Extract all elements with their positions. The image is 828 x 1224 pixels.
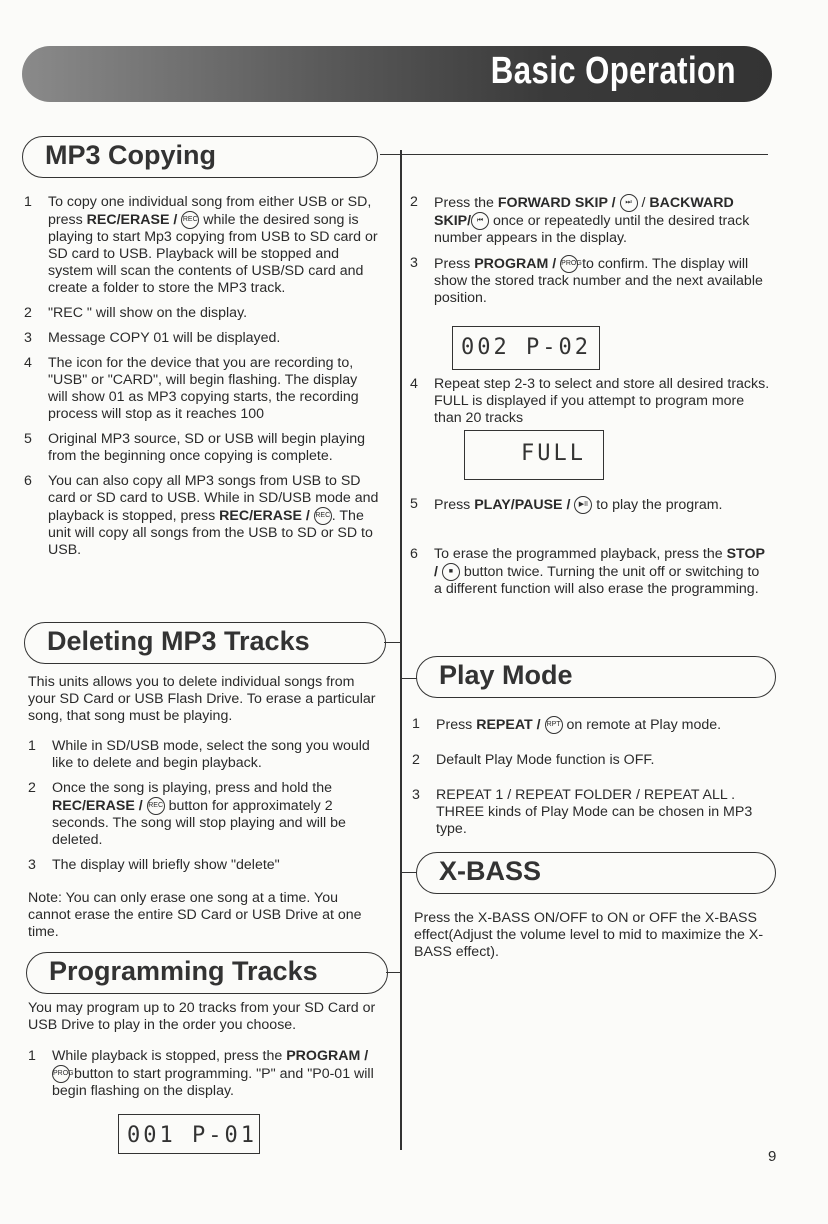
list-item: 2 Once the song is playing, press and hold the REC/ERASE / REC button for approximately 2 seconds. The song will stop playing and will be deleted. [28, 780, 346, 848]
list-item: 2 "REC " will show on the display. [24, 305, 248, 321]
section-heading-programming: Programming Tracks [26, 952, 388, 994]
xbass-text: Press the X-BASS ON/OFF to ON or OFF the X-BASS effect(Adjust the volume level to mid to maximize the X-BASS effect). [414, 910, 764, 960]
column-divider [400, 150, 402, 1150]
list-item: 6 You can also copy all MP3 songs from USB to SD card or SD card to USB. While in SD/USB mode and playback is stopped, press REC/ERASE / REC . The unit will copy all songs from the USB to SD or SD to USB. [24, 473, 379, 558]
section-heading-xbass: X-BASS [416, 852, 776, 894]
list-item: 4 The icon for the device that you are recording to, "USB" or "CARD", will begin flashing. The display will show 01 as MP3 copying starts, the recording process will stop as it reaches 100 [24, 355, 359, 422]
display-readout: 001 P-01 [118, 1114, 260, 1154]
list-item: 3 Press PROGRAM / PROG to confirm. The display will show the stored track number and the next available position. [410, 255, 763, 306]
list-item: 1 To copy one individual song from either USB or SD, press REC/ERASE / REC while the desired song is playing to start Mp3 copying from USB to SD card or SD card to USB. Playback will be stopped and system will scan the contents of USB/SD card and create a folder to store the MP3 track. [24, 194, 378, 296]
display-readout: 002 P-02 [452, 326, 600, 370]
divider [380, 154, 768, 155]
list-item: 2 Press the FORWARD SKIP / ⏭ / BACKWARD SKIP/ ⏮ once or repeatedly until the desired track number appears in the display. [410, 194, 750, 246]
mp3-copying-list [24, 194, 380, 567]
rec-erase-icon: REC [314, 507, 332, 525]
deleting-intro: This units allows you to delete individual songs from your SD Card or USB Flash Drive. To erase a particular song, that song must be playing. [28, 674, 376, 724]
section-heading-mp3-copying: MP3 Copying [22, 136, 378, 178]
program-icon: PROG [560, 255, 578, 273]
list-item: 1 While playback is stopped, press the PROGRAM / PROG button to start programming. "P" and "P0-01 will begin flashing on the display. [28, 1048, 374, 1099]
programming-intro: You may program up to 20 tracks from your SD Card or USB Drive to play in the order you choose. [28, 1000, 376, 1033]
header-banner [22, 46, 772, 102]
forward-skip-icon: ⏭ [620, 194, 638, 212]
divider [386, 972, 400, 973]
page-number: 9 [768, 1148, 777, 1165]
list-item: 1 While in SD/USB mode, select the song you would like to delete and begin playback. [28, 738, 370, 771]
programming-list-right [410, 546, 770, 606]
rec-erase-icon: REC [147, 797, 165, 815]
deleting-note: Note: You can only erase one song at a time. You cannot erase the entire SD Card or USB Drive at one time. [28, 890, 362, 940]
list-item: 2 Default Play Mode function is OFF. [412, 752, 655, 768]
play-pause-icon: ▶II [574, 496, 592, 514]
programming-list-left [28, 1048, 388, 1108]
section-heading-deleting: Deleting MP3 Tracks [24, 622, 386, 664]
divider [384, 642, 400, 643]
list-item: 6 To erase the programmed playback, press the STOP / ■ button twice. Turning the unit off or switching to a different function will also erase the programming. [410, 546, 765, 597]
list-item: 3 REPEAT 1 / REPEAT FOLDER / REPEAT ALL . THREE kinds of Play Mode can be chosen in MP3 type. [412, 787, 753, 837]
list-item: 1 Press REPEAT / RPT on remote at Play mode. [412, 716, 722, 733]
program-icon: PROG [52, 1065, 70, 1083]
section-heading-play-mode: Play Mode [416, 656, 776, 698]
programming-list-right [410, 194, 770, 315]
display-readout: FULL [464, 430, 604, 480]
list-item: 4 Repeat step 2-3 to select and store all desired tracks. FULL is displayed if you attempt to program more than 20 tracks [410, 376, 770, 426]
backward-skip-icon: ⏮ [471, 212, 489, 230]
rec-erase-icon: REC [181, 211, 199, 229]
play-mode-list [412, 716, 772, 846]
list-item: 3 The display will briefly show "delete" [28, 857, 280, 873]
list-item: 5 Original MP3 source, SD or USB will begin playing from the beginning once copying is complete. [24, 431, 365, 464]
programming-list-right [410, 496, 770, 522]
stop-icon: ■ [442, 563, 460, 581]
list-item: 3 Message COPY 01 will be displayed. [24, 330, 281, 346]
list-item: 5 Press PLAY/PAUSE / ▶II to play the program. [410, 496, 723, 513]
page-title: Basic Operation [490, 50, 736, 92]
deleting-list [28, 738, 380, 882]
repeat-icon: RPT [545, 716, 563, 734]
programming-list-right [410, 376, 770, 435]
